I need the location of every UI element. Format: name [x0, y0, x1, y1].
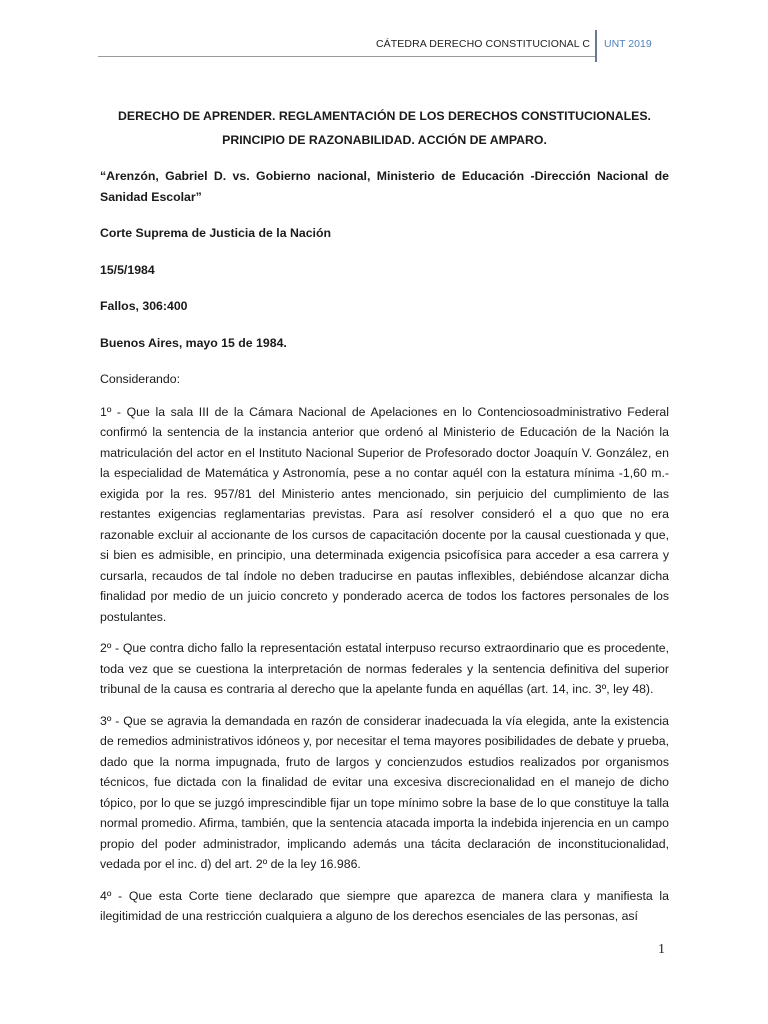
- court-name: Corte Suprema de Justicia de la Nación: [100, 226, 331, 240]
- ruling-date: 15/5/1984: [100, 262, 155, 277]
- page-number: 1: [658, 942, 665, 957]
- document-title: DERECHO DE APRENDER. REGLAMENTACIÓN DE LOS DERECHOS CONSTITUCIONALES. PRINCIPIO DE RAZONABILIDAD. ACCIÓN DE AMPARO.: [118, 109, 651, 147]
- place-date: Buenos Aires, mayo 15 de 1984.: [100, 335, 287, 350]
- header-course-name: CÁTEDRA DERECHO CONSTITUCIONAL C: [376, 38, 590, 50]
- header-horizontal-rule: [98, 56, 595, 57]
- paragraph-2: 2º - Que contra dicho fallo la representación estatal interpuso recurso extraordinario que es procedente, toda vez que se cuestiona la interpretación de normas federales y la sentencia definitiva del superior tribunal de la causa es contraria al derecho que la apelante funda en aquéllas (art. 14, inc. 3º, ley 48).: [100, 641, 669, 696]
- considerando-label: Considerando:: [100, 372, 180, 386]
- citation: Fallos, 306:400: [100, 299, 188, 313]
- paragraph-3: 3º - Que se agravia la demandada en razón de considerar inadecuada la vía elegida, ante la existencia de remedios administrativos idóneos y, por necesitar el tema mayores posibilidades de debate y prueba, dado que la norma impugnada, fruto de largos y concienzudos estudios realizados por organismos técnicos, fue dictada con la finalidad de evitar una excesiva discrecionalidad en el manejo de dicho tópico, por lo que se juzgó imprescindible fijar un tope mínimo sobre la base de lo que constituye la talla normal promedio. Afirma, también, que la sentencia atacada importa la indebida injerencia en un campo propio del poder administrador, implicando además una tácita declaración de inconstitucionalidad, vedada por el inc. d) del art. 2º de la ley 16.986.: [100, 713, 669, 871]
- document-body: [100, 104, 669, 938]
- paragraph-4: 4º - Que esta Corte tiene declarado que siempre que aparezca de manera clara y manifiesta la ilegitimidad de una restricción cualquiera a alguno de los derechos esenciales de las personas, así: [100, 888, 669, 923]
- case-name: “Arenzón, Gabriel D. vs. Gobierno nacional, Ministerio de Educación -Dirección Nacional de Sanidad Escolar”: [100, 169, 669, 204]
- header-vertical-divider: [595, 30, 597, 62]
- page-header: [0, 0, 768, 70]
- paragraph-1: 1º - Que la sala III de la Cámara Nacional de Apelaciones en lo Contenciosoadministrativo Federal confirmó la sentencia de la instancia anterior que ordenó al Ministerio de Educación de la Nación la matriculación del actor en el Instituto Nacional Superior de Profesorado doctor Joaquín V. González, en la especialidad de Matemática y Astronomía, pese a no contar aquél con la estatura mínima -1,60 m.- exigida por la res. 957/81 del Ministerio antes mencionado, sin perjuicio del cumplimiento de las restantes exigencias reglamentarias previstas. Para así resolver consideró el a quo que no era razonable excluir al accionante de los cursos de capacitación docente por la causal cuestionada y que, si bien es admisible, en principio, una determinada exigencia psicofísica para acceder a esa carrera y cursarla, recaudos de tal índole no deben traducirse en pautas inflexibles, debiéndose alcanzar dicha finalidad por medio de un juicio concreto y ponderado acerca de todos los factores personales de los postulantes.: [100, 404, 669, 624]
- header-year: UNT 2019: [604, 38, 652, 50]
